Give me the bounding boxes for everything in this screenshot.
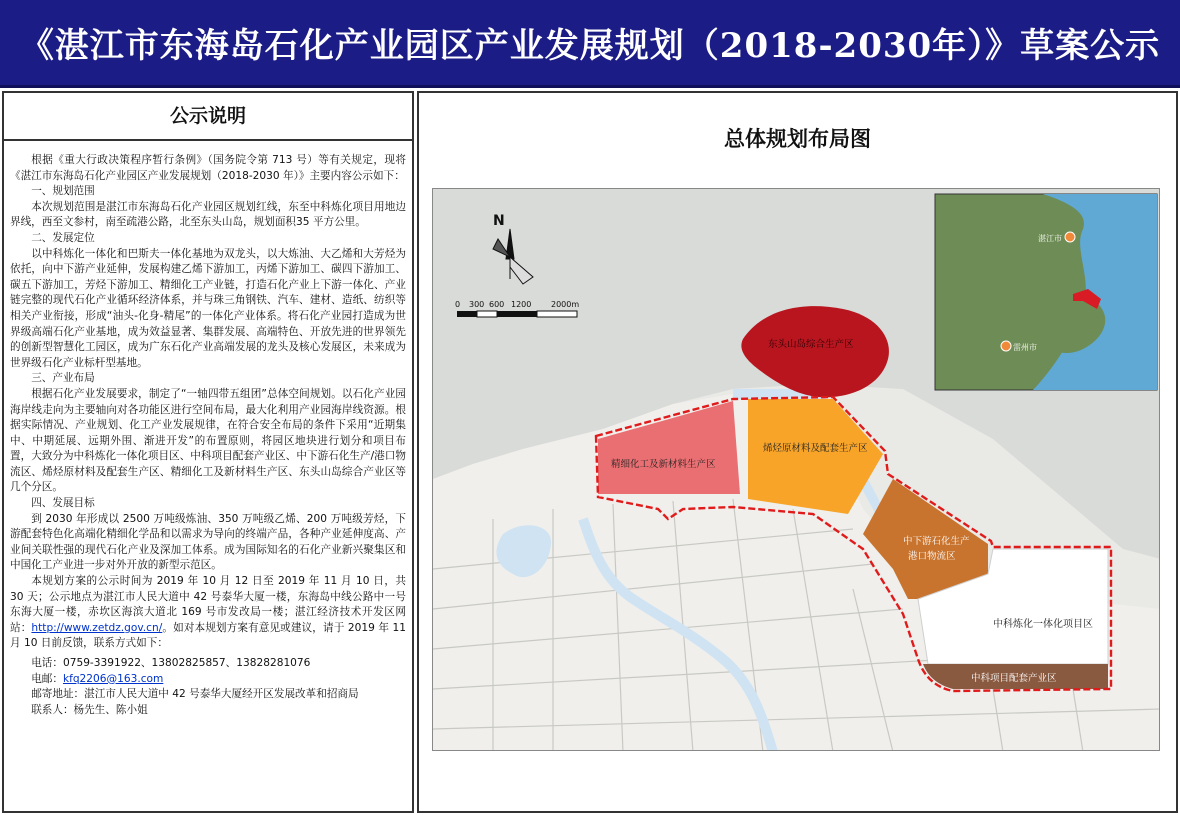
label-zhongke-integration: 中科炼化一体化项目区 bbox=[993, 619, 1093, 630]
map-title: 总体规划布局图 bbox=[724, 126, 871, 151]
inset-label-zhanjiang: 湛江市 bbox=[1038, 234, 1062, 243]
scale-tick-3: 1200 bbox=[511, 300, 532, 309]
scale-tick-2: 600 bbox=[489, 300, 505, 309]
scale-tick-0: 0 bbox=[455, 300, 461, 309]
inset-label-leizhou: 雷州市 bbox=[1013, 343, 1037, 352]
contact-phone: 电话：0759-3391922、13802825857、13828281076 bbox=[31, 657, 311, 669]
banner bbox=[0, 0, 1180, 88]
label-zhongke-support: 中科项目配套产业区 bbox=[971, 673, 1057, 684]
north-label: N bbox=[493, 213, 505, 229]
contact-block bbox=[10, 656, 406, 718]
section-1-body: 本次规划范围是湛江市东海岛石化产业园区规划红线，东至中科炼化项目用地边界线，西至文参村，南至疏港公路，北至东头山岛，规划面积35 平方公里。 bbox=[10, 200, 406, 229]
section-4-body: 到 2030 年形成以 2500 万吨级炼油、350 万吨级乙烯、200 万吨级芳烃，下游配套特色化高端化精细化学品和以需求为导向的终端产品，各种产业延伸度高、产业间关联性强的现代石化产业及深加工体系。成为国际知名的石化产业新兴聚集区和中国化工产业进一步对外开放的新型示范区。 bbox=[10, 512, 406, 572]
section-1-title: 一、规划范围 bbox=[31, 185, 95, 198]
notice-body bbox=[4, 141, 412, 718]
email-link[interactable]: kfq2206@163.com bbox=[62, 672, 164, 685]
contact-persons: 联系人：杨先生、陈小姐 bbox=[31, 703, 148, 716]
notice-panel bbox=[2, 91, 414, 813]
scale-tick-1: 300 bbox=[469, 300, 485, 309]
website-link[interactable]: http://www.zetdz.gov.cn/ bbox=[31, 621, 163, 634]
inset-leizhou-dot bbox=[1001, 341, 1011, 351]
planning-map[interactable] bbox=[432, 188, 1160, 751]
banner-title: 《湛江市东海岛石化产业园区产业发展规划（2018-2030年）》草案公示 bbox=[19, 26, 1161, 66]
contact-address: 邮寄地址：湛江市人民大道中 42 号泰华大厦经开区发展改革和招商局 bbox=[31, 688, 359, 701]
map-svg bbox=[433, 189, 1160, 751]
label-midstream-1: 中下游石化生产 bbox=[903, 536, 970, 547]
email-label: 电邮： bbox=[31, 672, 63, 685]
inset-zhanjiang-dot bbox=[1065, 232, 1075, 242]
section-4-title: 四、发展目标 bbox=[31, 497, 95, 510]
closing-paragraph bbox=[10, 574, 406, 652]
scale-bar bbox=[457, 311, 577, 317]
section-2-body: 以中科炼化一体化和巴斯夫一体化基地为双龙头，以大炼油、大乙烯和大芳烃为依托，向中下游产业延伸，发展构建乙烯下游加工，丙烯下游加工、碳四下游加工、碳五下游加工，芳烃下游加工、精细化工产业链，打造石化产业上下游一体化、产业链完整的现代石化产业循环经济体系，并与珠三角钢铁、汽车、建材、造纸、纺织等相关产业衔接，形成“油头-化身-精尾”的一体化产业体系。将石化产业园打造成为世界级高端石化产业基地，成为效益显著、集群发展、高端特色、开放先进的世界领先的创新型智慧化工园区，成为广东石化产业高端发展的龙头及核心发展区，未来成为世界级石化产业标杆型基地。 bbox=[10, 247, 406, 369]
closing-text-a: 本规划方案的公示时间为 2019 年 10 月 12 日至 2019 年 11 月 10 日，共 30 天；公示地点为湛江市人民大道中 42 号泰华大厦一楼，东海岛中线公路中一号东海大厦一楼，赤坎区海滨大道北 169 号市发改局一楼；湛江经济技术开发区网站： bbox=[10, 575, 406, 634]
label-olefin: 烯烃原材料及配套生产区 bbox=[763, 443, 868, 454]
section-3-title: 三、产业布局 bbox=[31, 372, 95, 385]
label-dongtou: 东头山岛综合生产区 bbox=[768, 339, 854, 350]
scale-tick-4: 2000m bbox=[551, 300, 580, 309]
notice-intro: 根据《重大行政决策程序暂行条例》（国务院令第 713 号）等有关规定，现将《湛江市东海岛石化产业园区产业发展规划（2018-2030 年）》主要内容公示如下： bbox=[10, 154, 406, 182]
notice-heading: 公示说明 bbox=[4, 93, 412, 141]
map-panel bbox=[417, 91, 1178, 813]
section-3-body: 根据石化产业发展要求，制定了“一轴四带五组团”总体空间规划。以石化产业园海岸线走向为主要轴向对各功能区进行空间布局，最大化利用产业园海岸线资源。根据实际情况、产业规划、化工产业发展规律，在符合安全布局的条件下采用“近期集中、中期延展、远期外围、渐进开发”的布置原则，将园区地块进行划分和项目布置，大致分为中科炼化一体化项目区、中科项目配套产业区、中下游石化生产/港口物流区、烯烃原材料及配套生产区、精细化工及新材料生产区、东头山岛综合产业区等几个分区。 bbox=[10, 387, 406, 494]
contact-email bbox=[10, 672, 406, 688]
section-2-title: 二、发展定位 bbox=[31, 231, 95, 244]
label-midstream-2: 港口物流区 bbox=[908, 551, 956, 562]
label-fine-chem: 精细化工及新材料生产区 bbox=[611, 459, 716, 470]
closing-text-b: 。如对本规划方案有意见或建议，请于 2019 年 11 月 10 日前反馈，联系方式如下： bbox=[10, 621, 407, 650]
